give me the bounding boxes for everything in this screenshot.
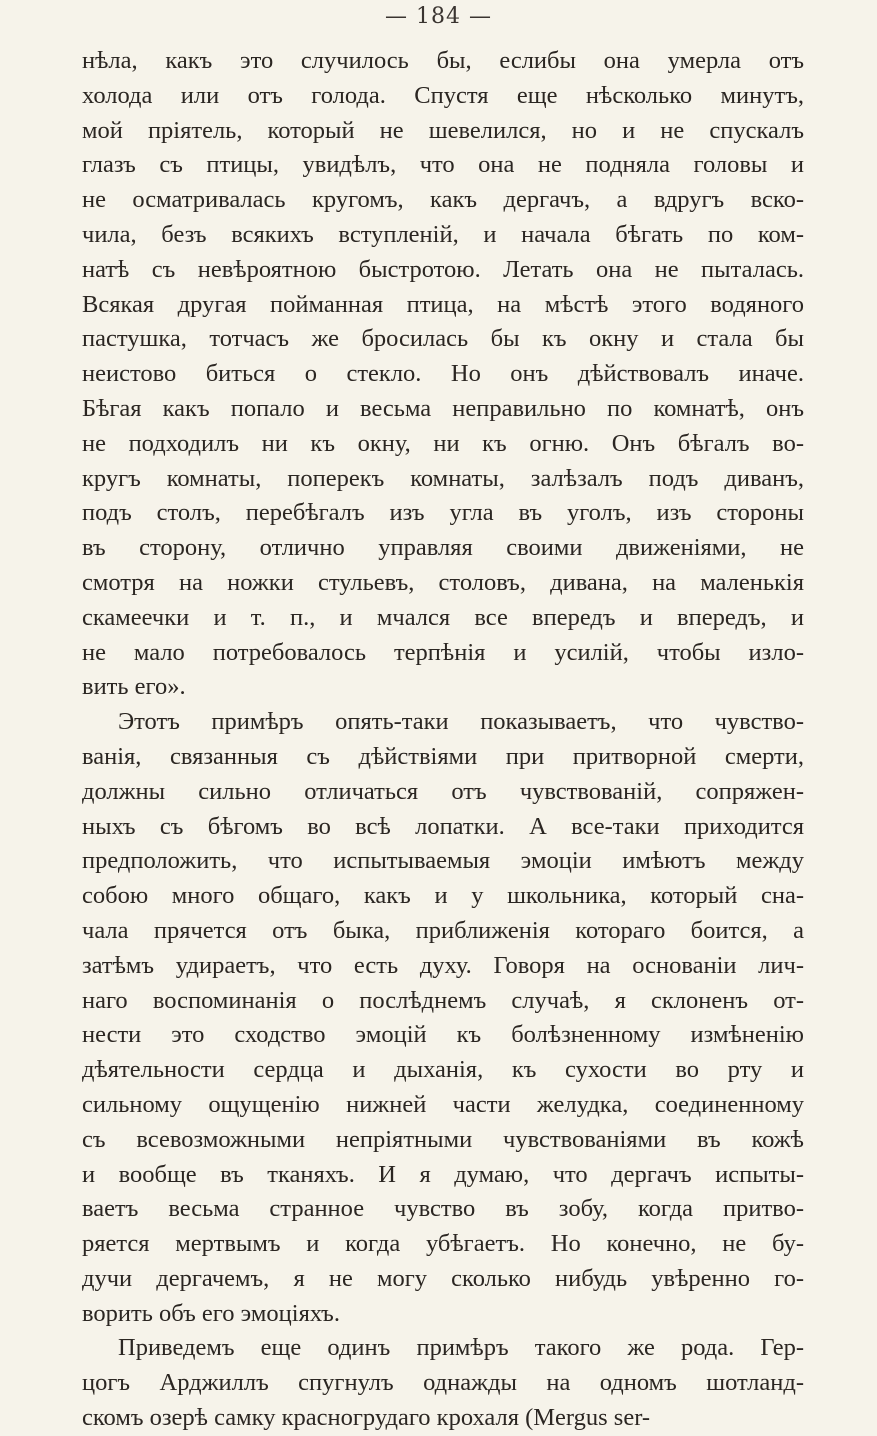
text-line: глазъ съ птицы, увидѣлъ, что она не подняла головы и (82, 151, 804, 179)
text-line: съ всевозможными непріятными чувствованіями въ кожѣ (82, 1125, 804, 1153)
text-line: Бѣгая какъ попало и весьма неправильно по комнатѣ, онъ (82, 394, 804, 422)
text-line: затѣмъ удираетъ, что есть духу. Говоря на основаніи лич- (82, 951, 804, 979)
text-line: цогъ Арджиллъ спугнулъ однажды на одномъ шотланд- (82, 1369, 804, 1397)
text-line: наго воспоминанія о послѣднемъ случаѣ, я склоненъ от- (82, 986, 804, 1014)
paragraph (82, 705, 804, 1331)
text-line: скамеечки и т. п., и мчался все впередъ и впередъ, и (82, 603, 804, 631)
text-line: ряется мертвымъ и когда убѣгаетъ. Но конечно, не бу- (82, 1230, 804, 1258)
text-line: и вообще въ тканяхъ. И я думаю, что дергачъ испыты- (82, 1160, 804, 1188)
text-line: вить его». (82, 673, 186, 701)
text-line: Всякая другая пойманная птица, на мѣстѣ этого водяного (82, 290, 804, 318)
text-line: чала прячется отъ быка, приближенія котораго боится, а (82, 916, 804, 944)
page-number: — 184 — (385, 4, 492, 29)
text-line: ныхъ съ бѣгомъ во всѣ лопатки. А все-таки приходится (82, 812, 804, 840)
text-line: неистово биться о стекло. Но онъ дѣйствовалъ иначе. (82, 360, 804, 388)
text-line: ваетъ весьма странное чувство въ зобу, когда притво- (82, 1195, 804, 1223)
page-body-text (82, 44, 804, 1436)
text-line: дѣятельности сердца и дыханія, къ сухости во рту и (82, 1056, 804, 1084)
text-line: ворить объ его эмоціяхъ. (82, 1299, 340, 1327)
text-line: кругъ комнаты, поперекъ комнаты, залѣзалъ подъ диванъ, (82, 464, 804, 492)
text-line: предположить, что испытываемыя эмоціи имѣютъ между (82, 847, 804, 875)
text-line: холода или отъ голода. Спустя еще нѣсколько минутъ, (82, 81, 804, 109)
text-line: должны сильно отличаться отъ чувствованій, сопряжен- (82, 777, 804, 805)
text-line: не подходилъ ни къ окну, ни къ огню. Онъ бѣгалъ во- (82, 429, 804, 457)
text-line: чила, безъ всякихъ вступленій, и начала бѣгать по ком- (82, 220, 804, 248)
text-line: скомъ озерѣ самку красногрудаго крохаля (Mergus ser- (82, 1404, 651, 1432)
text-line: не осматривалась кругомъ, какъ дергачъ, а вдругъ вско- (82, 186, 804, 214)
text-line: дучи дергачемъ, я не могу сколько нибудь увѣренно го- (82, 1264, 804, 1292)
text-line: ванія, связанныя съ дѣйствіями при притворной смерти, (82, 742, 804, 770)
paragraph (82, 44, 804, 705)
paragraph (82, 1331, 804, 1435)
text-line: мой пріятель, который не шевелился, но и не спускалъ (82, 116, 804, 144)
text-line: натѣ съ невѣроятною быстротою. Летать она не пыталась. (82, 255, 804, 283)
text-line: нести это сходство эмоцій къ болѣзненному измѣненію (82, 1021, 804, 1049)
text-line: подъ столъ, перебѣгалъ изъ угла въ уголъ, изъ стороны (82, 499, 804, 527)
text-line: смотря на ножки стульевъ, столовъ, дивана, на маленькія (82, 568, 804, 596)
text-line: сильному ощущенію нижней части желудка, соединенному (82, 1090, 804, 1118)
text-line: въ сторону, отлично управляя своими движеніями, не (82, 534, 804, 562)
text-line: собою много общаго, какъ и у школьника, который сна- (82, 882, 804, 910)
text-line: не мало потребовалось терпѣнія и усилій, чтобы изло- (82, 638, 804, 666)
text-line: Этотъ примѣръ опять-таки показываетъ, что чувство- (118, 708, 804, 736)
text-line: нѣла, какъ это случилось бы, еслибы она умерла отъ (82, 47, 804, 74)
text-line: Приведемъ еще одинъ примѣръ такого же рода. Гер- (118, 1334, 804, 1362)
text-line: пастушка, тотчасъ же бросилась бы къ окну и стала бы (82, 325, 804, 353)
